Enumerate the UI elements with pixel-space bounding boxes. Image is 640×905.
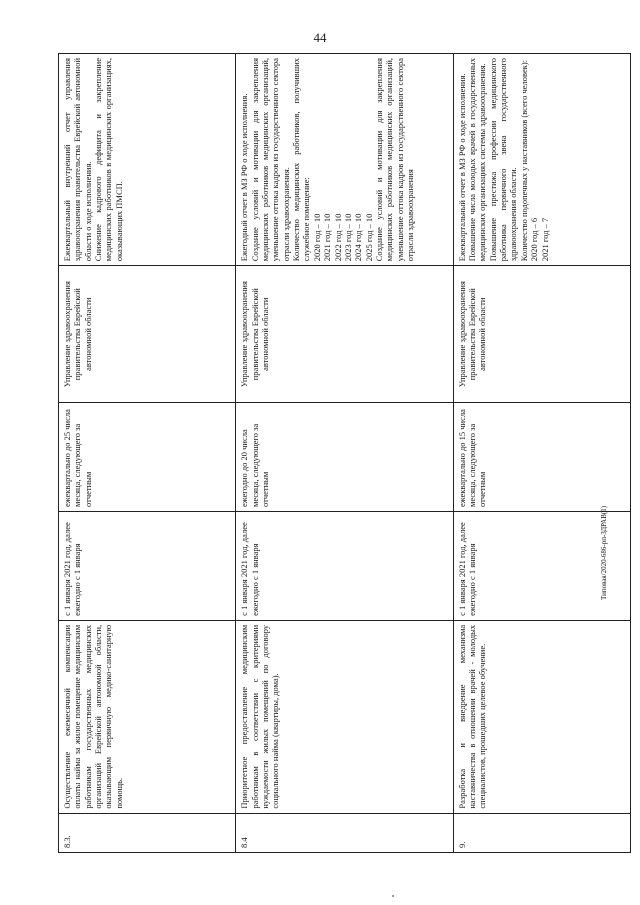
indicator-line: 2021 год – 7 — [539, 217, 550, 262]
scan-artifact — [392, 895, 394, 897]
cell-executor: Управление здравоохранения правительства Еврейской автономной области — [59, 266, 236, 403]
indicator-line: Ежегодный отчет в МЗ РФ о ходе исполнения. — [239, 93, 250, 262]
indicator-line: Снижение кадрового дефицита и закрепление медицинских работников в медицинских организациях, оказывающих ПМСП. — [93, 58, 124, 262]
cell-term: с 1 января 2021 год, далее ежегодно с 1 января — [453, 512, 630, 621]
cell-report-deadline: ежегодно до 20 числа месяца, следующего за отчетным — [236, 403, 453, 512]
cell-measure: Осуществление ежемесячной компенсации оплаты найма за жилое помещение медицинским работникам государственных медицинских организаций Еврейской автономной области, оказывающим первичную медико-санитарную помощь. — [59, 620, 236, 813]
indicator-line: Ежеквартальный внутренний отчет управления здравоохранения правительства Еврейской автономной области о ходе исполнения. — [62, 58, 93, 262]
indicator-line: 2023 год – 10 — [342, 213, 353, 262]
indicator-line: Создание условий и мотивации для закрепления медицинских работников медицинских организаций, уменьшение оттока кадров из государственного сектора отрасли здравоохранения. — [249, 58, 291, 262]
indicator-line: 2022 год – 10 — [332, 213, 343, 262]
cell-num: 8.3. — [59, 813, 236, 852]
indicator-line: Повышение престижа профессии медицинского работника первичного звена государственного здравоохранения области. — [487, 58, 519, 262]
indicator-line: Количество медицинских работников, получивших служебное помещение: — [291, 58, 312, 262]
indicator-line: Создание условий и мотивации для закрепления медицинских работников медицинских организаций, уменьшение оттока кадров из государственного сектора отрасли здравоохранения — [373, 58, 416, 262]
cell-indicators — [236, 54, 453, 266]
cell-executor: Управление здравоохранения правительства Еврейской автономной области — [453, 266, 630, 403]
table-row — [236, 54, 453, 853]
indicator-line: 2020 год – 6 — [529, 217, 540, 262]
table-row — [453, 54, 630, 853]
indicator-line: 2024 год – 10 — [353, 213, 364, 262]
cell-term: с 1 января 2021 год, далее ежегодно с 1 января — [59, 512, 236, 621]
cell-num: 8.4 — [236, 813, 453, 852]
table-row — [59, 54, 236, 853]
indicator-line: Повышение числа молодых врачей в государственных медицинских организациях системы здравоохранения. — [467, 58, 488, 262]
indicator-line: 2021 год – 10 — [322, 213, 333, 262]
indicator-line: 2025 год – 10 — [363, 213, 374, 262]
cell-executor: Управление здравоохранения правительства Еврейской автономной области — [236, 266, 453, 403]
cell-measure: Приоритетное предоставление медицинским работникам в соответствии с критериями нуждаемости жилых помещений по договору социального найма (квартиры, дома). — [236, 620, 453, 813]
measures-table — [58, 53, 631, 853]
document-code: Типовая/2020-686-рп-ЗДРАВ(1) — [600, 505, 608, 600]
cell-indicators — [59, 54, 236, 266]
cell-num: 9. — [453, 813, 630, 852]
indicator-line: Ежеквартальный отчет в МЗ РФ о ходе исполнения. — [456, 73, 467, 262]
cell-measure: Разработка и внедрение механизма наставничества в отношении врачей - молодых специалистов, прошедших целевое обучение. — [453, 620, 630, 813]
cell-report-deadline: ежеквартально до 25 числа месяца, следующего за отчетным — [59, 403, 236, 512]
cell-indicators — [453, 54, 630, 266]
cell-report-deadline: ежеквартально до 15 числа месяца, следующего за отчетным — [453, 403, 630, 512]
cell-term: с 1 января 2021 год, далее ежегодно с 1 января — [236, 512, 453, 621]
indicator-line: Количество подопечных у наставников (всего человек): — [518, 59, 529, 262]
page-number: 44 — [313, 30, 327, 45]
indicator-line: 2020 год – 10 — [311, 213, 322, 262]
measures-table-rotated — [58, 53, 631, 853]
